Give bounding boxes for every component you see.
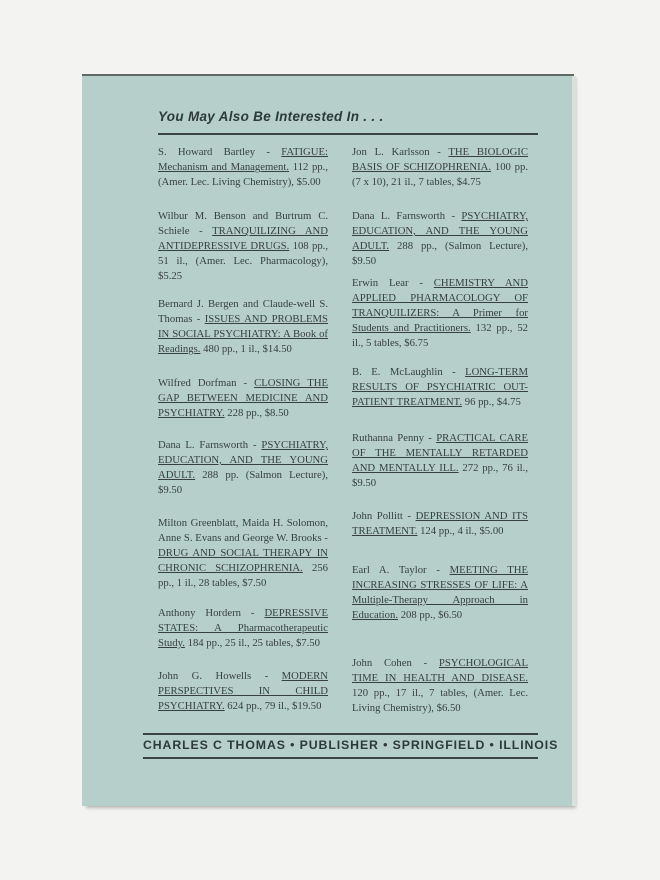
book-details: 96 pp., $4.75 — [462, 396, 521, 408]
book-details: 624 pp., 79 il., $19.50 — [224, 700, 322, 712]
author: John Cohen - — [352, 657, 439, 669]
book-title: CLOSING THE GAP BETWEEN MEDICINE AND PSYCHIATRY. — [158, 377, 328, 419]
book-details: 256 pp., 1 il., 28 tables, $7.50 — [158, 562, 328, 589]
book-details: 120 pp., 17 il., 7 tables, (Amer. Lec. Living Chemistry), $6.50 — [352, 687, 528, 714]
book-title: PSYCHIATRY, EDUCATION, AND THE YOUNG ADULT. — [352, 210, 528, 252]
author: Dana L. Farnsworth - — [352, 210, 462, 222]
book-details: 112 pp., (Amer. Lec. Living Chemistry), $5.00 — [158, 161, 328, 188]
book-title: FATIGUE: Mechanism and Management. — [158, 146, 328, 173]
book-title: THE BIOLOGIC BASIS OF SCHIZOPHRENIA. — [352, 146, 528, 173]
author: Erwin Lear - — [352, 277, 434, 289]
list-item — [352, 276, 528, 351]
book-title: DRUG AND SOCIAL THERAPY IN CHRONIC SCHIZOPHRENIA. — [158, 547, 328, 574]
book-title: ISSUES AND PROBLEMS IN SOCIAL PSYCHIATRY: A Book of Readings. — [158, 313, 328, 355]
book-details: 124 pp., 4 il., $5.00 — [417, 525, 504, 537]
list-item — [158, 209, 328, 284]
book-details: 480 pp., 1 il., $14.50 — [200, 343, 292, 355]
author: Anthony Hordern - — [158, 607, 265, 619]
author: John Pollitt - — [352, 510, 416, 522]
publisher-imprint: CHARLES C THOMAS • PUBLISHER • SPRINGFIELD • ILLINOIS — [143, 738, 559, 752]
book-title: PSYCHOLOGICAL TIME IN HEALTH AND DISEASE. — [352, 657, 528, 684]
book-details: 288 pp., (Salmon Lecture), $9.50 — [352, 240, 528, 267]
list-item — [158, 438, 328, 498]
list-item — [352, 209, 528, 269]
book-details: 228 pp., $8.50 — [224, 407, 289, 419]
footer-rule-top — [143, 733, 538, 735]
book-title: TRANQUILIZING AND ANTIDEPRESSIVE DRUGS. — [158, 225, 328, 252]
book-details: 208 pp., $6.50 — [398, 609, 463, 621]
author: B. E. McLaughlin - — [352, 366, 466, 378]
list-item — [352, 563, 528, 623]
cover-right-edge — [572, 76, 576, 806]
book-title: LONG-TERM RESULTS OF PSYCHIATRIC OUT-PATIENT TREATMENT. — [352, 366, 528, 408]
book-details: 100 pp. (7 x 10), 21 il., 7 tables, $4.75 — [352, 161, 528, 188]
book-details: 272 pp., 76 il., $9.50 — [352, 462, 528, 489]
book-title: CHEMISTRY AND APPLIED PHARMACOLOGY OF TRANQUILIZERS: A Primer for Students and Practitioners. — [352, 277, 528, 334]
book-title: PSYCHIATRY, EDUCATION, AND THE YOUNG ADULT. — [158, 439, 328, 481]
list-item — [158, 297, 328, 357]
heading-rule — [158, 133, 538, 135]
list-item — [352, 509, 528, 539]
book-title: MODERN PERSPECTIVES IN CHILD PSYCHIATRY. — [158, 670, 328, 712]
book-details: 184 pp., 25 il., 25 tables, $7.50 — [184, 637, 320, 649]
author: Wilbur M. Benson and Burtrum C. Schiele - — [158, 210, 328, 237]
section-heading: You May Also Be Interested In . . . — [158, 109, 384, 124]
author: Dana L. Farnsworth - — [158, 439, 262, 451]
author: S. Howard Bartley - — [158, 146, 282, 158]
author: Wilfred Dorfman - — [158, 377, 255, 389]
author: Earl A. Taylor - — [352, 564, 450, 576]
list-item — [158, 376, 328, 421]
author: Milton Greenblatt, Maida H. Solomon, Anne S. Evans and George W. Brooks - — [158, 517, 328, 544]
list-item — [158, 669, 328, 714]
list-item — [352, 656, 528, 716]
author: Bernard J. Bergen and Claude-well S. Thomas - — [158, 298, 328, 325]
book-details: 132 pp., 52 il., 5 tables, $6.75 — [352, 322, 529, 349]
book-details: 288 pp. (Salmon Lecture), $9.50 — [158, 469, 328, 496]
list-item — [352, 145, 528, 190]
footer-rule-bottom — [143, 757, 538, 759]
book-details: 108 pp., 51 il., (Amer. Lec. Pharmacology), $5.25 — [158, 240, 329, 282]
author: Jon L. Karlsson - — [352, 146, 449, 158]
book-title: MEETING THE INCREASING STRESSES OF LIFE: A Multiple-Therapy Approach in Education. — [352, 564, 528, 621]
list-item — [352, 431, 528, 491]
book-title: PRACTICAL CARE OF THE MENTALLY RETARDED AND MENTALLY ILL. — [352, 432, 528, 474]
list-item — [158, 145, 328, 190]
book-title: DEPRESSIVE STATES: A Pharmacotherapeutic Study. — [158, 607, 328, 649]
list-item — [352, 365, 528, 410]
author: Ruthanna Penny - — [352, 432, 437, 444]
list-item — [158, 516, 328, 591]
book-title: DEPRESSION AND ITS TREATMENT. — [352, 510, 529, 537]
author: John G. Howells - — [158, 670, 282, 682]
list-item — [158, 606, 328, 651]
